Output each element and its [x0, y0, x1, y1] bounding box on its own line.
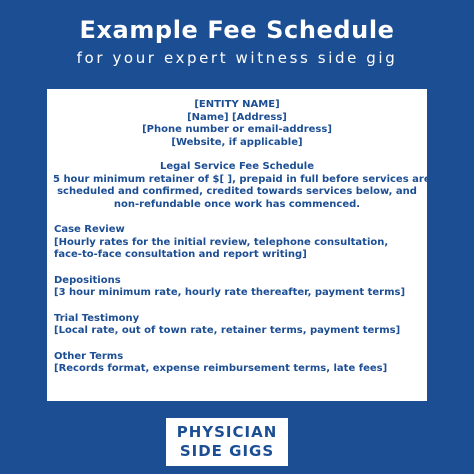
brand-line: SIDE GIGS	[179, 442, 275, 460]
section-heading: Other Terms	[54, 350, 124, 362]
section-heading: Case Review	[54, 224, 125, 235]
page-subtitle: for your expert witness side gig	[76, 49, 398, 67]
section-case-review	[53, 224, 421, 262]
entity-name: [ENTITY NAME]	[194, 99, 280, 110]
page-title: Example Fee Schedule	[79, 16, 395, 44]
retainer-line: non-refundable once work has commenced.	[113, 198, 361, 210]
fee-schedule-card	[47, 89, 431, 401]
section-trial-testimony	[53, 313, 421, 338]
section-heading: Trial Testimony	[54, 312, 140, 324]
section-other-terms	[53, 351, 421, 376]
retainer-line: scheduled and confirmed, credited towards services below, and	[57, 186, 417, 197]
section-line: face-to-face consultation and report writing]	[54, 249, 307, 260]
retainer-line: 5 hour minimum retainer of $[ ], prepaid in full before services are	[53, 173, 431, 185]
section-line: [Records format, expense reimbursement terms, late fees]	[54, 363, 388, 374]
section-line: [Hourly rates for the initial review, telephone consultation,	[54, 236, 389, 248]
schedule-title: Legal Service Fee Schedule	[159, 161, 314, 172]
section-heading: Depositions	[54, 274, 121, 286]
brand-line: PHYSICIAN	[176, 423, 278, 441]
section-depositions	[53, 275, 421, 300]
section-line: [Local rate, out of town rate, retainer terms, payment terms]	[54, 325, 401, 336]
website: [Website, if applicable]	[171, 136, 303, 148]
schedule-intro	[53, 161, 431, 211]
contact-block	[53, 99, 421, 149]
section-line: [3 hour minimum rate, hourly rate thereafter, payment terms]	[54, 287, 406, 298]
name-address: [Name] [Address]	[187, 111, 287, 123]
phone-email: [Phone number or email-address]	[142, 124, 332, 135]
brand-badge	[166, 418, 288, 466]
